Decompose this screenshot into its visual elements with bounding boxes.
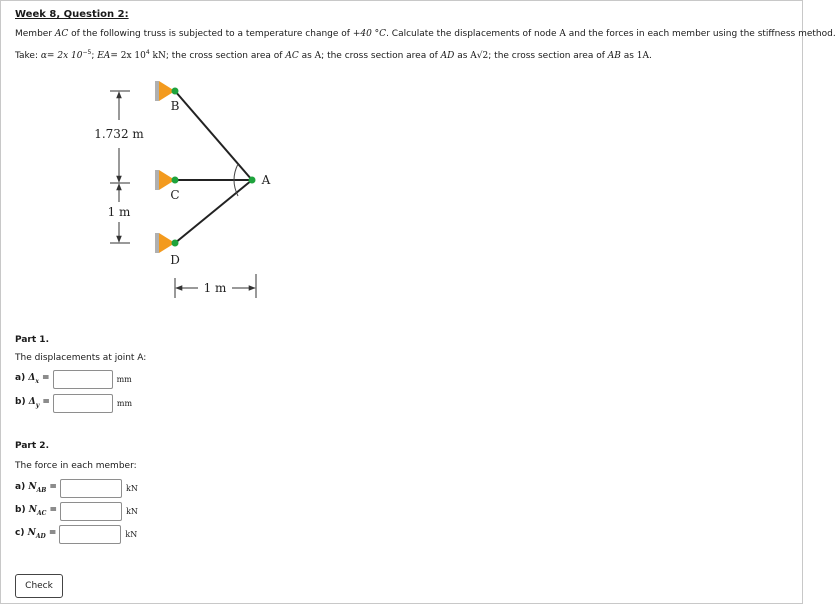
answer-row-n-ac — [15, 501, 138, 521]
n-ad-input[interactable] — [59, 525, 121, 544]
node-label-b: B — [170, 99, 180, 113]
question-title: Week 8, Question 2: — [15, 9, 129, 20]
dimension-label-horizontal: 1 m — [203, 281, 227, 295]
dimension-label-lower: 1 m — [107, 205, 131, 219]
answer-label-n-ac: b) $N_{AC}$ = — [15, 505, 58, 517]
n-ab-input[interactable] — [60, 479, 122, 498]
answer-label-delta-y: b) $\Delta_y$ = — [15, 397, 50, 409]
part1-prompt: The displacements at joint A: — [15, 353, 147, 363]
answer-row-n-ad — [15, 524, 137, 544]
question-statement: Member AC of the following truss is subjected to a temperature change of +40 °C. Calculate the displacements of node A and the forces in each member using the stiffness method. — [15, 29, 836, 39]
answer-label-n-ab: a) $N_{AB}$ = — [15, 482, 57, 494]
n-ac-input[interactable] — [60, 502, 122, 521]
node-label-a: A — [261, 173, 271, 187]
answer-row-n-ab — [15, 478, 138, 498]
delta-x-unit: mm — [116, 374, 132, 384]
node-b — [172, 88, 179, 95]
truss-members — [175, 91, 252, 243]
n-ad-unit: kN — [125, 529, 138, 539]
answer-row-delta-x — [15, 369, 132, 389]
node-d — [172, 240, 179, 247]
delta-y-input[interactable] — [53, 394, 113, 413]
node-c — [172, 177, 179, 184]
delta-y-unit: mm — [116, 398, 133, 408]
node-label-c: C — [170, 188, 180, 202]
answer-label-n-ad: c) $N_{AD}$ = — [15, 528, 57, 540]
question-given-values: Take: α= 2x $10^{-5}$; EA= 2x $10^4$ kN; the cross section area of AC as A; the cross section area of AD as A√2; the cross section area of AB as 1A. — [15, 49, 652, 61]
part1-heading: Part 1. — [15, 335, 49, 345]
truss-figure — [0, 80, 300, 310]
n-ac-unit: kN — [126, 506, 138, 516]
node-a — [249, 177, 256, 184]
node-label-d: D — [170, 253, 180, 267]
answer-label-delta-x: a) $\Delta_x$ = — [15, 373, 50, 385]
part2-prompt: The force in each member: — [15, 461, 137, 471]
answer-row-delta-y — [15, 393, 132, 413]
vertical-dimension — [107, 91, 131, 243]
part2-heading: Part 2. — [15, 441, 49, 451]
check-button[interactable]: Check — [15, 574, 63, 598]
delta-x-input[interactable] — [53, 370, 113, 389]
member-ab — [175, 91, 252, 180]
n-ab-unit: kN — [125, 483, 138, 493]
member-ad — [175, 180, 252, 243]
dimension-label-upper: 1.732 m — [94, 127, 144, 141]
